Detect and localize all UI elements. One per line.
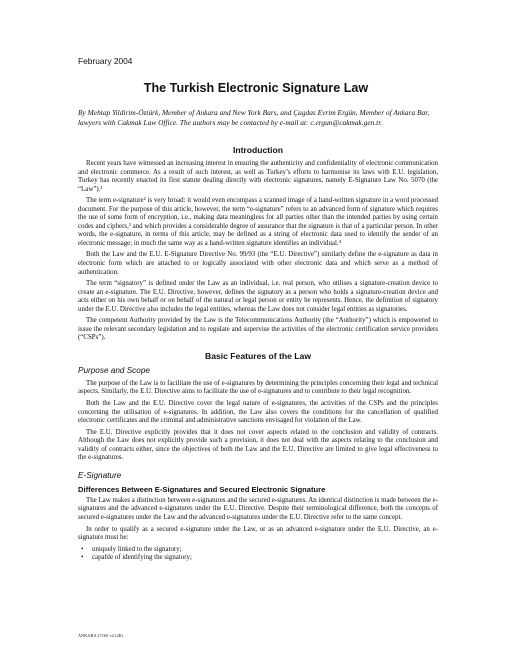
article-title: The Turkish Electronic Signature Law (143, 81, 369, 95)
intro-paragraph-1: Recent years have witnessed an increasing interest in ensuring the authenticity and confidentiality of electronic communication and electronic commerce. As a result of such interest, as well as Turkey’s efforts to harmonise its laws with E.U. legislation, Turkey has recently enacted its first statute dealing directly with electronic signatures, namely E-Signature Law No. 5070 (the “Law”).¹ (78, 160, 438, 193)
intro-paragraph-4: The term “signatory” is defined under the Law as an individual, i.e. real person, who utilises a signature-creation device to create an e-signature. The E.U. Directive, however, defines the signatory as a person who holds a signature-creation device and acts either on his own behalf or on behalf of the natural or legal person or entity he represents. Hence, the definition of signatory under the E.U. Directive also includes the legal entities, whereas the Law does not consider legal entities as signatories. (78, 280, 438, 313)
document-date: February 2004 (78, 56, 133, 66)
differences-heading: Differences Between E-Signatures and Secured Electronic Signature (78, 484, 326, 494)
intro-paragraph-3: Both the Law and the E.U. E-Signature Directive No. 99/93 (the “E.U. Directive”) similarly define the e-signature as data in electronic form which are attached to or logically associated with other electronic data and which serve as a method of authentication. (78, 251, 438, 276)
bullet-icon: • (81, 545, 84, 553)
document-footer-id: ANKARA 27160 v2 (2K) (78, 633, 124, 638)
purpose-paragraph-2: Both the Law and the E.U. Directive cover the legal nature of e-signatures, the activities of the CSPs and the principles concerning the utilisation of e-signatures. In addition, the Law also covers the conditions for the cancellation of qualified electronic certificates and the criminal and administrative sanctions envisaged for violation of the Law. (78, 400, 438, 425)
requirements-list (78, 546, 438, 563)
differences-paragraph-1: The Law makes a distinction between e-signatures and the secured e-signatures. An identical distinction is made between the e-signatures and the advanced e-signatures under the E.U. Directive. Despite their terminological difference, both the concepts of secured e-signatures under the Law and the advanced e-signatures under the E.U. Directive refer to the same concept. (78, 496, 438, 521)
article-body (78, 145, 438, 563)
list-item (78, 554, 438, 563)
list-item-text: capable of identifying the signatory; (92, 554, 192, 562)
e-signature-heading: E-Signature (78, 470, 122, 480)
differences-paragraph-2: In order to qualify as a secured e-signature under the Law, or as an advanced e-signature under the E.U. Directive, an e-signature must be: (78, 525, 438, 542)
intro-paragraph-2: The term e-signature² is very broad: it would even encompass a scanned image of a hand-written signature in a word processed document. For the purpose of this article, however, the term “e-signature” refers to an advanced form of signature which requires the use of some form of encryption, i.e., making data meaningless for all parties other than the intended parties by using certain codes and ciphers,³ and which provides a considerable degree of assurance that the signature is that of a particular person. In other words, the e-signature, in terms of this article, may be defined as a string of electronic data used to identify the sender of an electronic message; in much the same way as a hand-written signature identifies an individual.⁴ (78, 197, 438, 247)
list-item-text: uniquely linked to the signatory; (92, 545, 182, 553)
bullet-icon: • (81, 554, 84, 562)
author-byline: By Mehtap Yildirim-Öztürk, Member of Ankara and New York Bars, and Çagdas Evrim Ergün, Member of Ankara Bar, lawyers with Cakmak Law Office. The authors may be contacted by e-mail at: c.ergun@cakmak.gen.tr. (78, 108, 430, 127)
purpose-paragraph-3: The E.U. Directive explicitly provides that it does not cover aspects related to the conclusion and validity of contracts. Although the Law does not explicitly provide such a provision, it does not deal with the aspects relating to the conclusion and validity of contracts either, since the objectives of both the Law and the E.U. Directive are limited to give legal effectiveness to the e-signatures. (78, 428, 438, 462)
intro-paragraph-5: The competent Authority provided by the Law is the Telecommunications Authority (the “Authority”) which is empowered to issue the relevant secondary legislation and to regulate and supervise the activities of the electronic certification service providers (“CSPs”). (78, 317, 438, 342)
purpose-scope-heading: Purpose and Scope (78, 365, 150, 375)
list-item (78, 546, 438, 555)
basic-features-heading: Basic Features of the Law (204, 350, 312, 361)
purpose-paragraph-1: The purpose of the Law is to facilitate the use of e-signatures by determining the principles concerning their legal and technical aspects. Similarly, the E.U. Directive aims to facilitate the use of e-signatures and to contribute to their legal recognition. (78, 379, 438, 396)
introduction-heading: Introduction (232, 145, 284, 155)
